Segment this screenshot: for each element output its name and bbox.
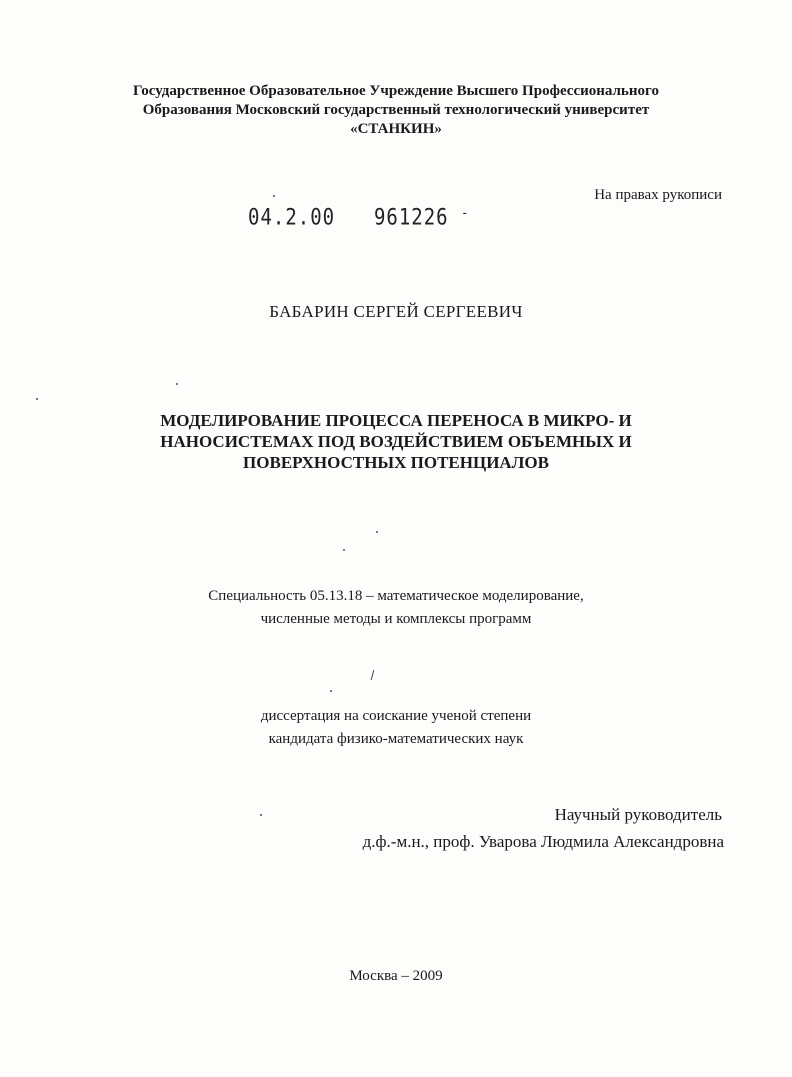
institution-line-3: «СТАНКИН» [350, 121, 442, 137]
degree-line-2: кандидата физико-математических наук [268, 731, 524, 747]
registry-code-1: 04.2.00 [248, 205, 336, 231]
scan-speck [273, 195, 275, 197]
scan-speck [343, 549, 345, 551]
registry-stamp [248, 205, 469, 230]
scan-mark [371, 670, 375, 680]
scan-speck [176, 383, 178, 385]
specialty-line-2: численные методы и комплексы программ [260, 611, 532, 627]
registry-code-2: 961226 [373, 205, 449, 231]
manuscript-note: На правах рукописи [594, 187, 722, 203]
title-line-2: НАНОСИСТЕМАХ ПОД ВОЗДЕЙСТВИЕМ ОБЪЕМНЫХ И [160, 432, 632, 451]
institution-line-2: Образования Московский государственный технологический университет [142, 102, 650, 118]
registry-mark: - [461, 205, 470, 222]
degree-line-1: диссертация на соискание ученой степени [260, 708, 532, 724]
scan-speck [36, 398, 38, 400]
institution-line-1: Государственное Образовательное Учреждение Высшего Профессионального [133, 83, 659, 99]
scan-speck [376, 531, 378, 533]
title-line-1: МОДЕЛИРОВАНИЕ ПРОЦЕССА ПЕРЕНОСА В МИКРО- И [160, 411, 632, 430]
specialty-line-1: Специальность 05.13.18 – математическое моделирование, [208, 588, 584, 604]
scan-speck [330, 690, 332, 692]
advisor-name: д.ф.-м.н., проф. Уварова Людмила Александровна [362, 832, 724, 851]
author-name: БАБАРИН СЕРГЕЙ СЕРГЕЕВИЧ [269, 302, 523, 321]
title-line-3: ПОВЕРХНОСТНЫХ ПОТЕНЦИАЛОВ [243, 453, 549, 472]
scan-speck [260, 814, 262, 816]
city-year: Москва – 2009 [349, 968, 443, 984]
advisor-label: Научный руководитель [554, 805, 722, 824]
